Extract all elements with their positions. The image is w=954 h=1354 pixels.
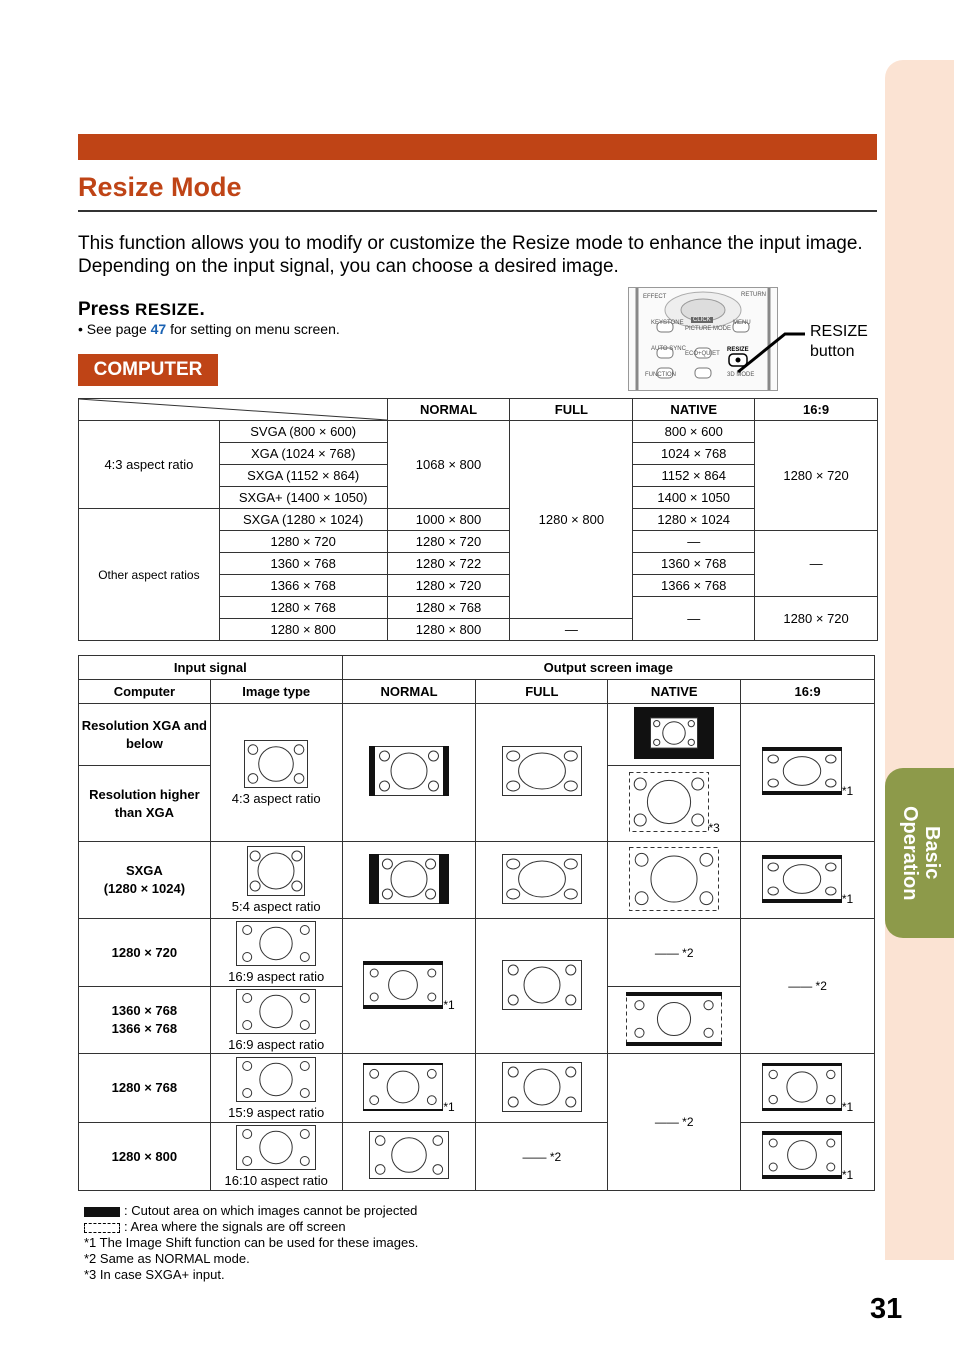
screen-thumbnail bbox=[363, 1063, 443, 1111]
note-1: *1 bbox=[443, 1099, 455, 1114]
native-cell: 1024 × 768 bbox=[633, 443, 755, 465]
native-cell bbox=[608, 987, 741, 1054]
table-row bbox=[79, 842, 875, 919]
native-cell bbox=[608, 704, 741, 766]
remote-label-picture-mode: PICTURE MODE bbox=[685, 326, 732, 332]
header-bar bbox=[78, 134, 877, 160]
out-native-xga bbox=[634, 707, 714, 762]
image-type-1610 bbox=[236, 1125, 316, 1173]
page-title: Resize Mode bbox=[78, 172, 242, 202]
image-type-159 bbox=[236, 1057, 316, 1105]
signal-800: 1280 × 800 bbox=[79, 1123, 211, 1191]
callout-line bbox=[735, 330, 815, 390]
table1-h-native: NATIVE bbox=[633, 399, 755, 421]
signal-cell: SXGA (1280 × 1024) bbox=[219, 509, 387, 531]
note-3: *3 bbox=[708, 821, 720, 835]
out-native-54 bbox=[629, 847, 719, 914]
remote-label-3d-mode: 3D MODE bbox=[727, 372, 755, 378]
table1-h-normal: NORMAL bbox=[387, 399, 510, 421]
h-input-signal: Input signal bbox=[79, 656, 343, 680]
native-cell: 1400 × 1050 bbox=[633, 487, 755, 509]
signal-sxga bbox=[79, 842, 211, 919]
normal-cell bbox=[342, 704, 476, 842]
note-1: *1 bbox=[841, 891, 854, 906]
table1-h-169: 16:9 bbox=[755, 399, 878, 421]
type-43-label: 4:3 aspect ratio bbox=[231, 790, 321, 806]
wide-cell bbox=[741, 842, 875, 919]
table-row bbox=[79, 704, 875, 766]
native-cell bbox=[608, 766, 741, 842]
normal-cell: 1280 × 720 bbox=[387, 575, 510, 597]
table-row bbox=[79, 1054, 875, 1123]
out-full-169 bbox=[502, 960, 582, 1013]
signal-cell: SXGA+ (1400 × 1050) bbox=[219, 487, 387, 509]
note-1: *1 bbox=[841, 784, 854, 798]
normal-cell bbox=[342, 1123, 476, 1191]
wide-43: 1280 × 720 bbox=[755, 421, 878, 531]
wide-cell bbox=[741, 1054, 875, 1123]
screen-thumbnail bbox=[629, 847, 719, 911]
native-cell: 1280 × 1024 bbox=[633, 509, 755, 531]
normal-cell: 1000 × 800 bbox=[387, 509, 510, 531]
legend-cutout-swatch bbox=[84, 1207, 120, 1217]
normal-cell bbox=[342, 842, 476, 919]
table-row bbox=[79, 919, 875, 987]
signal-768: 1280 × 768 bbox=[79, 1054, 211, 1123]
signal-sxga-2: (1280 × 1024) bbox=[103, 881, 186, 896]
out-169-54 bbox=[762, 855, 842, 906]
legend-offscreen bbox=[84, 1219, 418, 1235]
screen-thumbnail bbox=[762, 1131, 842, 1179]
signal-cell: SVGA (800 × 600) bbox=[219, 421, 387, 443]
page-link[interactable]: 47 bbox=[150, 321, 167, 337]
remote-label-return: RETURN bbox=[741, 292, 766, 298]
signal-cell: SXGA (1152 × 864) bbox=[219, 465, 387, 487]
remote-label-resize: RESIZE bbox=[727, 347, 749, 353]
signal-1360-1366 bbox=[79, 987, 211, 1054]
out-normal-1610 bbox=[369, 1131, 449, 1182]
intro-text: This function allows you to modify or customize the Resize mode to enhance the input image. Depending on the input signal, you can choose a desired image. bbox=[78, 233, 863, 277]
computer-heading: COMPUTER bbox=[78, 354, 218, 386]
h-native: NATIVE bbox=[608, 680, 741, 704]
screen-thumbnail bbox=[244, 740, 308, 788]
screen-thumbnail bbox=[369, 1131, 449, 1179]
see-page-note bbox=[78, 321, 340, 337]
screen-thumbnail bbox=[762, 1063, 842, 1111]
type-43-cell bbox=[210, 704, 342, 842]
screen-thumbnail bbox=[762, 747, 842, 795]
h-full: FULL bbox=[476, 680, 608, 704]
table1-h-full: FULL bbox=[510, 399, 633, 421]
note-1: *1 bbox=[841, 1168, 854, 1182]
note-1: *1 bbox=[443, 997, 455, 1012]
remote-label-click: CLICK bbox=[693, 317, 711, 323]
screen-thumbnail bbox=[247, 846, 305, 896]
type-169-label: 16:9 aspect ratio bbox=[228, 969, 325, 984]
legend-offscreen-swatch bbox=[84, 1223, 120, 1233]
native-cell: — bbox=[633, 531, 755, 553]
normal-cell: 1280 × 768 bbox=[387, 597, 510, 619]
screen-thumbnail bbox=[369, 854, 449, 904]
screen-thumbnail bbox=[236, 921, 316, 966]
legend-cutout bbox=[84, 1203, 418, 1219]
full-cell bbox=[476, 1054, 608, 1123]
out-full-43 bbox=[502, 746, 582, 799]
normal-cell: 1280 × 800 bbox=[387, 619, 510, 641]
remote-label-keystone: KEYSTONE bbox=[651, 320, 684, 326]
see-page-bullet: • See page bbox=[78, 321, 151, 337]
type-1610-cell bbox=[210, 1123, 342, 1191]
normal-cell: 1280 × 720 bbox=[387, 531, 510, 553]
title-divider bbox=[78, 210, 877, 212]
h-image-type: Image type bbox=[210, 680, 342, 704]
out-full-159 bbox=[502, 1062, 582, 1115]
screen-thumbnail bbox=[369, 746, 449, 796]
signal-1360: 1360 × 768 bbox=[111, 1003, 178, 1018]
signal-cell: 1280 × 720 bbox=[219, 531, 387, 553]
full-cell: — bbox=[510, 619, 633, 641]
screen-thumbnail bbox=[626, 992, 722, 1046]
screen-thumbnail bbox=[236, 1125, 316, 1170]
table-row bbox=[79, 421, 878, 443]
full-main: 1280 × 800 bbox=[510, 421, 633, 619]
type-169b-label: 16:9 aspect ratio bbox=[228, 1036, 325, 1052]
output-image-table bbox=[78, 655, 875, 1191]
resize-button-callout: RESIZE button bbox=[810, 323, 868, 360]
h-normal: NORMAL bbox=[342, 680, 476, 704]
screen-thumbnail bbox=[363, 961, 443, 1009]
side-tab-label: Basic Operation bbox=[899, 805, 943, 901]
footnote-1: *1 The Image Shift function can be used for these images. bbox=[84, 1235, 419, 1250]
screen-thumbnail bbox=[236, 1057, 316, 1102]
h-169: 16:9 bbox=[741, 680, 875, 704]
page-number: 31 bbox=[870, 1293, 903, 1325]
out-full-54 bbox=[502, 854, 582, 907]
native-cell: 800 × 600 bbox=[633, 421, 755, 443]
note-1: *1 bbox=[841, 1099, 854, 1114]
signal-sxga-1: SXGA bbox=[125, 863, 163, 878]
signal-720: 1280 × 720 bbox=[79, 919, 211, 987]
screen-thumbnail bbox=[502, 746, 582, 796]
screen-thumbnail bbox=[236, 989, 316, 1034]
footnote-3: *3 In case SXGA+ input. bbox=[84, 1267, 225, 1282]
signal-xga: Resolution XGA and below bbox=[79, 704, 211, 766]
press-prefix: Press bbox=[78, 299, 136, 320]
type-54-cell bbox=[210, 842, 342, 919]
native-cell bbox=[608, 842, 741, 919]
signal-cell: XGA (1024 × 768) bbox=[219, 443, 387, 465]
native-cell: 1360 × 768 bbox=[633, 553, 755, 575]
native-720: —— *2 bbox=[608, 919, 741, 987]
out-native-1360 bbox=[626, 992, 722, 1049]
table1-corner bbox=[79, 399, 388, 421]
table2-header-row-2 bbox=[79, 680, 875, 704]
full-cell bbox=[476, 919, 608, 1054]
diagonal-line bbox=[79, 399, 387, 420]
h-output-image: Output screen image bbox=[342, 656, 874, 680]
press-suffix: . bbox=[199, 299, 205, 320]
signal-higher: Resolution higher than XGA bbox=[79, 766, 211, 842]
native-cell: 1152 × 864 bbox=[633, 465, 755, 487]
wide-169: —— *2 bbox=[741, 919, 875, 1054]
h-computer: Computer bbox=[79, 680, 211, 704]
image-type-169 bbox=[236, 921, 316, 969]
out-normal-54 bbox=[369, 854, 449, 907]
out-169-43 bbox=[762, 747, 842, 798]
normal-cell: 1280 × 722 bbox=[387, 553, 510, 575]
type-169b-cell bbox=[210, 987, 342, 1054]
signal-cell: 1280 × 800 bbox=[219, 619, 387, 641]
footnote-2: *2 Same as NORMAL mode. bbox=[84, 1251, 250, 1266]
screen-thumbnail bbox=[502, 854, 582, 904]
full-cell bbox=[476, 842, 608, 919]
normal-43: 1068 × 800 bbox=[387, 421, 510, 509]
legend-cutout-text: : Cutout area on which images cannot be projected bbox=[124, 1203, 418, 1218]
screen-thumbnail bbox=[762, 855, 842, 903]
remote-label-effect: EFFECT bbox=[643, 294, 667, 300]
table1-header-row bbox=[79, 399, 878, 421]
wide-cell bbox=[741, 704, 875, 842]
signal-cell: 1360 × 768 bbox=[219, 553, 387, 575]
type-1610-label: 16:10 aspect ratio bbox=[224, 1173, 328, 1188]
screen-thumbnail bbox=[634, 707, 714, 759]
remote-label-function: FUNCTION bbox=[645, 372, 676, 378]
normal-cell bbox=[342, 1054, 476, 1123]
screen-thumbnail bbox=[502, 1062, 582, 1112]
wide-cell bbox=[741, 1123, 875, 1191]
legend-offscreen-text: : Area where the signals are off screen bbox=[124, 1219, 346, 1234]
out-native-higher bbox=[629, 772, 709, 835]
full-cell bbox=[476, 704, 608, 842]
group-43: 4:3 aspect ratio bbox=[79, 421, 220, 509]
native-768-800: —— *2 bbox=[608, 1054, 741, 1191]
image-type-54 bbox=[247, 846, 305, 899]
full-1610: —— *2 bbox=[476, 1123, 608, 1191]
out-169-1610 bbox=[762, 1131, 842, 1182]
native-cell: — bbox=[633, 597, 755, 641]
native-cell: 1366 × 768 bbox=[633, 575, 755, 597]
group-other: Other aspect ratios bbox=[79, 509, 220, 641]
wide-mid: — bbox=[755, 531, 878, 597]
remote-label-menu: MENU bbox=[733, 320, 751, 326]
screen-thumbnail bbox=[629, 772, 709, 832]
press-instruction bbox=[78, 299, 205, 321]
out-normal-43 bbox=[369, 746, 449, 799]
table-row bbox=[79, 1123, 875, 1191]
image-type-169b bbox=[236, 989, 316, 1037]
normal-cell bbox=[342, 919, 476, 1054]
wide-last: 1280 × 720 bbox=[755, 597, 878, 641]
out-169-159 bbox=[762, 1063, 842, 1114]
signal-cell: 1280 × 768 bbox=[219, 597, 387, 619]
screen-thumbnail bbox=[502, 960, 582, 1010]
remote-label-auto-sync: AUTO SYNC bbox=[651, 346, 686, 352]
signal-1366: 1366 × 768 bbox=[111, 1021, 178, 1036]
image-type-43 bbox=[244, 740, 308, 791]
remote-label-eco: ECO+QUIET bbox=[685, 351, 720, 357]
see-page-rest: for setting on menu screen. bbox=[166, 321, 340, 337]
type-169-cell bbox=[210, 919, 342, 987]
signal-cell: 1366 × 768 bbox=[219, 575, 387, 597]
table2-header-row-1 bbox=[79, 656, 875, 680]
out-normal-159 bbox=[363, 1063, 443, 1114]
type-54-label: 5:4 aspect ratio bbox=[231, 899, 321, 914]
press-key: RESIZE bbox=[135, 300, 200, 319]
side-tab-strip bbox=[885, 60, 954, 1260]
type-159-label: 15:9 aspect ratio bbox=[228, 1104, 325, 1120]
type-159-cell bbox=[210, 1054, 342, 1123]
out-normal-169 bbox=[363, 961, 443, 1012]
legend bbox=[84, 1203, 418, 1283]
resize-resolution-table bbox=[78, 398, 878, 641]
